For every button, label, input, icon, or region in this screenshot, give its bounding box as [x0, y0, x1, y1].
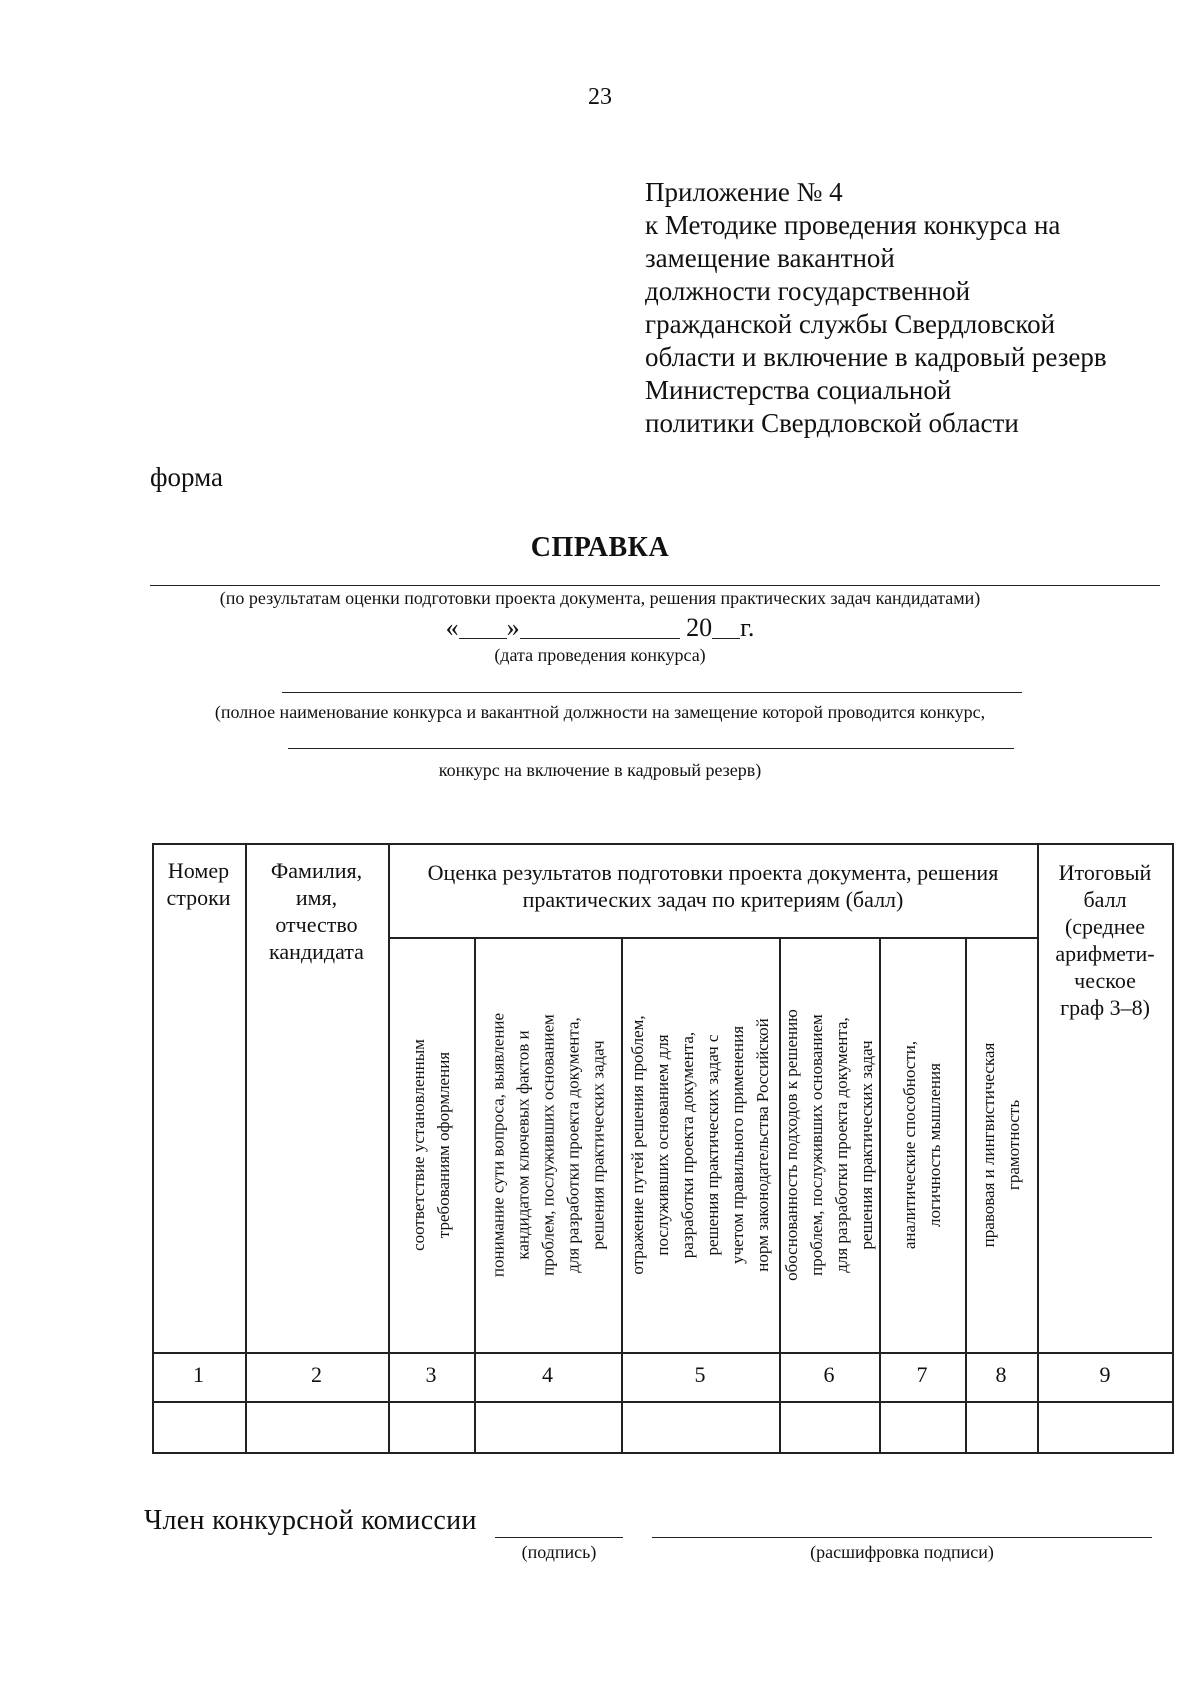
contest-blank-line-2 — [288, 748, 1014, 749]
contest-caption-2: конкурс на включение в кадровый резерв) — [438, 760, 762, 780]
appendix-line: к Методике проведения конкурса на — [645, 210, 1061, 240]
appendix-line: должности государственной — [645, 276, 971, 306]
page-number: 23 — [588, 84, 612, 110]
appendix-line: замещение вакантной — [645, 243, 895, 273]
date-open-quote: « — [445, 613, 459, 642]
column-number-1: 1 — [193, 1362, 204, 1387]
column-number-6: 6 — [823, 1362, 835, 1387]
column-number-5: 5 — [694, 1362, 706, 1387]
header-full-name: Фамилия, имя, отчество кандидата — [269, 858, 364, 964]
appendix-line: гражданской службы Свердловской — [645, 309, 1056, 339]
day-blank — [459, 614, 507, 639]
form-label: форма — [150, 462, 223, 492]
commission-member-label: Член конкурсной комиссии — [144, 1505, 477, 1536]
criterion-header-1: соответствие установленным требованиям оформления — [409, 1039, 453, 1251]
criterion-header-5: аналитические способности, логичность мышления — [900, 1040, 944, 1250]
signature-caption: (подпись) — [521, 1542, 597, 1562]
date-caption: (дата проведения конкурса) — [494, 645, 706, 665]
criterion-header-4: обоснованность подходов к решению проблем, послуживших основанием для разработки проекта документа, решения практических задач — [782, 1009, 876, 1281]
month-blank — [520, 614, 680, 639]
criterion-header-2: понимание сути вопроса, выявление кандидатом ключевых фактов и проблем, послуживших основанием для разработки проекта документа, решения практических задач — [488, 1012, 607, 1278]
criterion-header-6: правовая и лингвистическая грамотность — [979, 1042, 1023, 1248]
subtitle-caption: (по результатам оценки подготовки проекта документа, решения практических задач кандидатами) — [219, 588, 981, 608]
year-suffix: г. — [740, 613, 755, 642]
decoding-blank-line — [652, 1537, 1152, 1538]
appendix-line: Министерства социальной — [645, 375, 952, 405]
decoding-caption: (расшифровка подписи) — [810, 1542, 994, 1562]
header-evaluation: Оценка результатов подготовки проекта документа, решения практических задач по критериям (балл) — [427, 860, 999, 912]
column-number-9: 9 — [1099, 1362, 1111, 1387]
column-number-2: 2 — [311, 1362, 322, 1387]
criterion-header-3: отражение путей решения проблем, послуживших основанием для разработки проекта документа, решения практических задач с учетом правильного применения норм законодательства Российской — [628, 1015, 772, 1275]
signature-blank-line — [495, 1537, 623, 1538]
column-number-8: 8 — [995, 1362, 1007, 1387]
header-total-score: Итоговый балл (среднее арифмети- ческое граф 3–8) — [1055, 860, 1155, 1020]
year-prefix: 20 — [686, 613, 713, 642]
appendix-header — [645, 176, 1107, 440]
date-close-quote: » — [506, 613, 520, 642]
contest-caption-1: (полное наименование конкурса и вакантной должности на замещение которой проводится конкурс, — [214, 702, 986, 722]
column-number-4: 4 — [542, 1362, 553, 1387]
year-blank — [712, 614, 740, 639]
appendix-line: политики Свердловской области — [645, 408, 1019, 438]
document-title: СПРАВКА — [530, 532, 670, 563]
header-row-number: Номер строки — [166, 858, 231, 910]
date-field — [0, 613, 1200, 643]
appendix-line: Приложение № 4 — [645, 177, 843, 207]
subtitle-blank-line — [150, 585, 1160, 586]
column-number-7: 7 — [916, 1362, 928, 1387]
appendix-line: области и включение в кадровый резерв — [645, 342, 1107, 372]
contest-blank-line-1 — [282, 692, 1022, 693]
column-number-3: 3 — [425, 1362, 437, 1387]
